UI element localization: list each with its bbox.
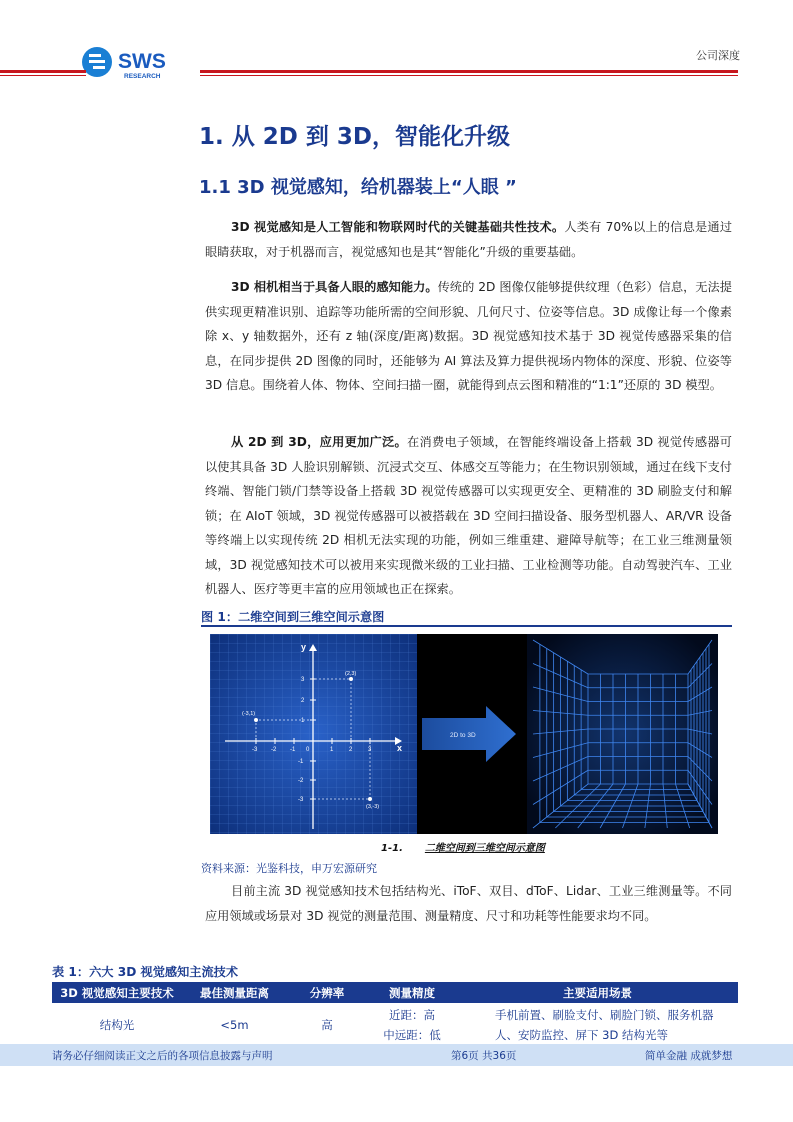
x-tick-label: -3	[252, 747, 258, 753]
y-tick-label: 2	[301, 698, 305, 704]
sws-research-logo	[80, 45, 190, 81]
x-tick-label: 2	[349, 747, 353, 753]
y-tick-label: -3	[298, 797, 304, 803]
table-header-accuracy: 测量精度	[367, 982, 457, 1003]
paragraph-3	[205, 430, 732, 602]
tech-table	[52, 982, 738, 1047]
table-cell-scenarios: 手机前置、刷脸支付、刷脸门锁、服务机器人、安防监控、屏下 3D 结构光等	[495, 1008, 714, 1042]
y-tick-label: 3	[301, 677, 305, 683]
cube-panel	[527, 634, 718, 834]
x-tick-label: 1	[330, 747, 334, 753]
figure-2d-to-3d	[210, 634, 718, 834]
x-tick-label: -2	[271, 747, 277, 753]
table-header-tech: 3D 视觉感知主要技术	[52, 982, 182, 1003]
paragraph-2	[205, 275, 732, 398]
y-axis-label: y	[301, 642, 307, 652]
header-rule-left-thin	[0, 75, 86, 76]
table-header-resolution: 分辨率	[287, 982, 367, 1003]
paragraph-2-body: 传统的 2D 图像仅能够提供纹理（色彩）信息，无法提供实现更精准识别、追踪等功能所需的空间形貌、几何尺寸、位姿等信息。3D 成像让每一个像素除 x、y 轴数据外，还有 z 轴(深度/距离)数据。3D 视觉感知技术基于 3D 视觉传感器采集的信息，在同步提供 2D 图像的同时，还能够为 AI 算法及算力提供视场内物体的深度、形貌、位姿等 3D 信息。围绕着人体、物体、空间扫描一圈，就能得到点云图和精准的“1:1”还原的 3D 模型。	[205, 280, 732, 392]
figure-title: 图 1：二维空间到三维空间示意图	[201, 610, 385, 624]
x-axis-label: x	[397, 743, 403, 753]
paragraph-4: 目前主流 3D 视觉感知技术包括结构光、iToF、双目、dToF、Lidar、工业三维测量等。不同应用领域或场景对 3D 视觉的测量范围、测量精度、尺寸和功耗等性能要求均不同。	[205, 884, 732, 923]
table-cell-accuracy	[367, 1003, 457, 1047]
footer-slogan: 简单金融 成就梦想	[645, 1050, 733, 1062]
paragraph-2-lead: 3D 相机相当于具备人眼的感知能力。	[231, 280, 438, 294]
point-marker	[349, 677, 353, 681]
x-tick-label: -1	[290, 747, 296, 753]
footer-disclaimer: 请务必仔细阅读正文之后的各项信息披露与声明	[52, 1050, 273, 1062]
logo-text: SWS	[118, 50, 166, 73]
y-tick-label: -1	[298, 759, 304, 765]
figure-title-rule	[201, 625, 732, 627]
section-title: 1. 从 2D 到 3D，智能化升级	[199, 124, 510, 150]
paragraph-3-body: 在消费电子领域，在智能终端设备上搭载 3D 视觉传感器可以使其具备 3D 人脸识别解锁、沉浸式交互、体感交互等能力；在生物识别领域，通过在线下支付终端、智能门锁/门禁等设备上搭载 3D 视觉传感器可以实现更安全、更精准的 3D 刷脸支付和解锁；在 AIoT 领域，3D 视觉传感器可以被搭载在 3D 空间扫描设备、服务型机器人、AR/VR 设备等终端上以实现传统 2D 相机无法实现的功能，例如三维重建、避障导航等；在工业三维测量领域，3D 视觉感知技术可以被用来实现微米级的工业扫描、工业检测等功能。自动驾驶汽车、工业机器人、医疗等更丰富的应用领域也正在探索。	[205, 435, 732, 596]
figure-caption-text: 二维空间到三维空间示意图	[424, 843, 545, 854]
point-label: (2,3)	[345, 671, 357, 677]
header-label: 公司深度	[696, 49, 740, 62]
arrow-label: 2D to 3D	[450, 732, 476, 739]
accuracy-far: 中远距：低	[383, 1028, 441, 1042]
table-cell-distance: <5m	[220, 1018, 249, 1032]
logo-subtext: RESEARCH	[124, 73, 161, 80]
paragraph-1-lead: 3D 视觉感知是人工智能和物联网时代的关键基础共性技术。	[231, 220, 565, 234]
header-rule-left	[0, 70, 86, 73]
table-cell-tech: 结构光	[99, 1018, 135, 1032]
point-marker	[254, 718, 258, 722]
table-header-scenarios: 主要适用场景	[457, 982, 738, 1003]
x-tick-label: 0	[306, 747, 310, 753]
header-rule-right-thin	[200, 75, 738, 76]
point-label: (-3,1)	[242, 711, 256, 717]
table-header-distance: 最佳测量距离	[182, 982, 287, 1003]
paragraph-1	[205, 215, 732, 264]
footer-page-number: 第6页 共36页	[451, 1050, 517, 1062]
table-title: 表 1：六大 3D 视觉感知主流技术	[52, 965, 239, 979]
table-row	[52, 1003, 738, 1047]
subsection-title: 1.1 3D 视觉感知，给机器装上“人眼 ”	[199, 177, 517, 198]
figure-caption	[381, 839, 545, 854]
figure-source: 资料来源：光鉴科技，申万宏源研究	[201, 862, 377, 875]
y-tick-label: 1	[301, 718, 305, 724]
point-label: (3,-3)	[366, 804, 380, 810]
table-header-row	[52, 982, 738, 1003]
header-rule-right	[200, 70, 738, 73]
point-marker	[368, 797, 372, 801]
paragraph-3-lead: 从 2D 到 3D，应用更加广泛。	[231, 435, 408, 449]
figure-caption-number: 1-1.	[381, 843, 403, 854]
table-cell-resolution: 高	[321, 1018, 333, 1032]
x-tick-label: 3	[368, 747, 372, 753]
paragraph-1-body: 人类有 70%以上的信息是通过眼睛获取，对于机器而言，视觉感知也是其“智能化”升级的重要基础。	[205, 220, 733, 259]
accuracy-near: 近距：高	[389, 1008, 435, 1022]
y-tick-label: -2	[298, 778, 304, 784]
